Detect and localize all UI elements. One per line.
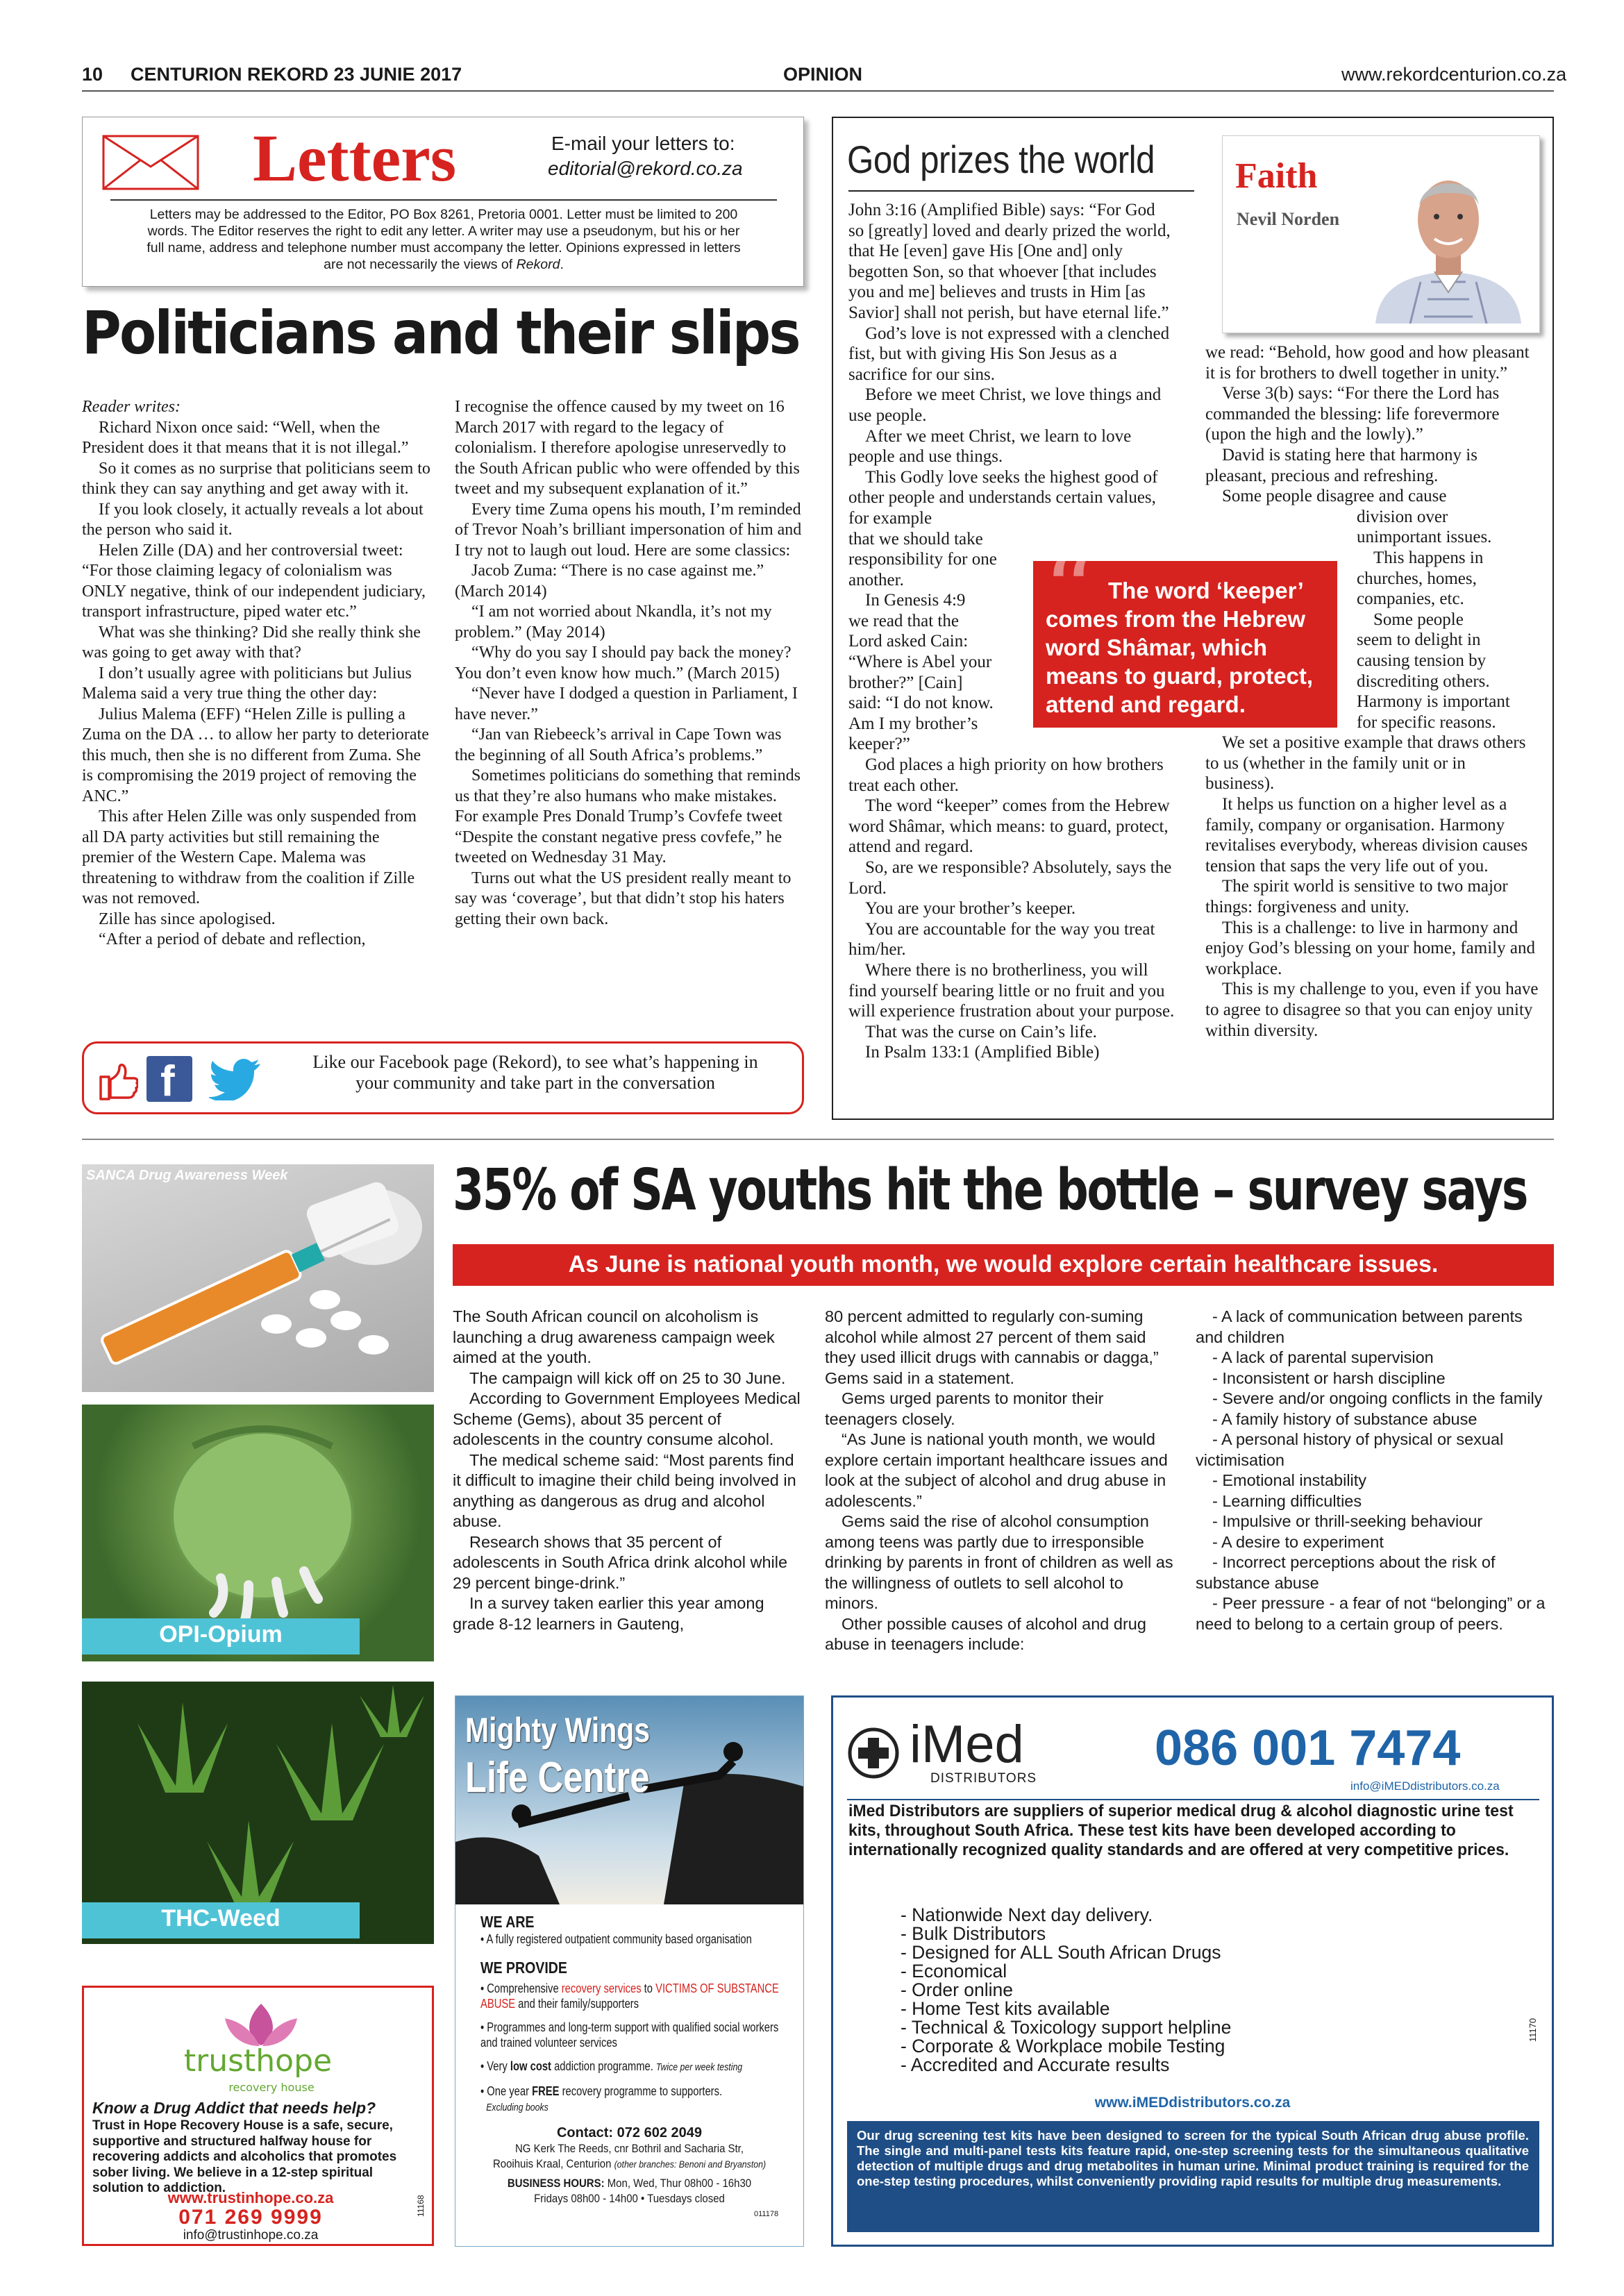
faith-col1: John 3:16 (Amplified Bible) says: “For God so [greatly] loved and dearly prized the world, that He [even] gave His [One and] only begotten Son, so that whoever [that includes you and me] believes and trusts in Him [as Savior] shall not perish, but have eternal life.” God’s love is not expressed with a clenched fist, but with giving His Son Jesus as a sacrifice for our sins. Before we meet Christ, we love things and use people. After we meet Christ, we learn to love people and use things. This Godly love seeks the highest good of other people and understands certain values, for example that we should take responsibility for one another. In Genesis 4:9 we read that the Lord asked Cain: “Where is Abel your brother?” [Cain] said: “I do not know. Am I my brother’s keeper?” God places a high priority on how brothers treat each other. The word “keeper” comes from the Hebrew word Shâmar, which means: to guard, protect, attend and regard. So, are we responsible? Absolutely, says the Lord. You are your brother’s keeper. You are accountable for the way you treat him/her. Where there is no brotherliness, you will find yourself bearing little or no fruit and you will experience frustration about your purpose. That was the curse on Cain’s life. In Psalm 133:1 (Amplified Bible) <box>848 201 1175 1062</box>
weed-label: THC-Weed <box>161 1905 281 1932</box>
twitter-bird-icon[interactable] <box>209 1059 262 1100</box>
email-address[interactable]: editorial@rekord.co.za <box>548 158 743 179</box>
imed-logo: iMed <box>910 1715 1024 1774</box>
opium-photo <box>82 1405 434 1661</box>
thumbs-up-icon <box>97 1057 138 1102</box>
mighty-wings-ad[interactable]: Mighty Wings Life Centre WE ARE • A fully registered outpatient community based organisation WE PROVIDE • Comprehensive recovery services to VICTIMS OF SUBSTANCE ABUSE and their family/supporters • Programmes and long-term support with qualified social workers and trained volunteer services • Very low cost addiction programme. Twice per week testing • One year FREE recovery programme to supporters. Excluding books Contact: 072 602 2049 NG Kerk The Reeds, cnr Bothril and Sacharia Str, Rooihuis Kraal, Centurion (other branches: Benoni and Bryanston) BUSINESS HOURS: Mon, Wed, Thur 08h00 - 16h30 Fridays 08h00 - 14h00 • Tuesdays closed 011178 <box>455 1695 804 2247</box>
section-label: OPINION <box>783 64 863 85</box>
trust-hope-ad[interactable]: trusthope recovery house Know a Drug Addict that needs help? Trust in Hope Recovery House is a safe, secure, supportive and structured halfway house for recovering addicts and alcoholics that promotes sober living. We believe in a 12-step spiritual solution to addiction. www.trustinhope.co.za 071 269 9999 info@trustinhope.co.za 11168 <box>82 1986 434 2246</box>
letters-box <box>82 117 804 287</box>
youth-col3: - A lack of communication between parents and children - A lack of parental supervision - Inconsistent or harsh discipline - Severe and/or ongoing conflicts in the family - A family history of substance abuse - A personal history of physical or sexual victimisation - Emotional instability - Learning difficulties - Impulsive or thrill-seeking behaviour - A desire to experiment - Incorrect perceptions about the risk of substance abuse - Peer pressure - a fear of not “belonging” or a need to belong to a certain group of peers. <box>1196 1307 1546 1633</box>
imed-url[interactable]: www.iMEDdistributors.co.za <box>1094 2095 1291 2111</box>
facebook-icon[interactable]: f <box>147 1056 192 1102</box>
site-url[interactable]: www.rekordcenturion.co.za <box>1341 64 1567 85</box>
weed-photo <box>82 1682 434 1944</box>
sanca-label: SANCA Drug Awareness Week <box>86 1168 288 1183</box>
youth-col1: The South African council on alcoholism is launching a drug awareness campaign week aimed at the youth. The campaign will kick off on 25 to 30 June. According to Government Employees Medical Scheme (Gems), about 35 percent of adolescents in the country consume alcohol. The medical scheme said: “Most parents find it difficult to imagine their child being involved in anything as dangerous as drug and alcohol abuse. Research shows that 35 percent of adolescents in South Africa drink alcohol while 29 percent binge-drink.” In a survey taken earlier this year among grade 8-12 learners in Gauteng, <box>453 1307 801 1633</box>
mighty-we-are: WE ARE <box>480 1913 535 1931</box>
facebook-strip[interactable] <box>82 1041 804 1114</box>
page-number: 10 <box>82 64 103 85</box>
mighty-provide-list: • Comprehensive recovery services to VICTIMS OF SUBSTANCE ABUSE and their family/supporters • Programmes and long-term support with qualified social workers and trained volunteer services • Very low cost addiction programme. Twice per week testing • One year FREE recovery programme to supporters. Excluding books <box>480 1981 779 2113</box>
imed-ad[interactable]: iMed DISTRIBUTORS 086 001 7474 info@iMEDdistributors.co.za iMed Distributors are suppliers of superior medical drug & alcohol diagnostic urine test kits, throughout South Africa. These test kits have been developed according to internationally recognized quality standards and are offered at very competitive prices. - Nationwide Next day delivery. - Bulk Distributors - Designed for ALL South African Drugs - Economical - Order online - Home Test kits available - Technical & Toxicology support helpline - Corporate & Workplace mobile Testing - Accredited and Accurate results 11170 www.iMEDdistributors.co.za Our drug screening test kits have been designed to screen for the typical South African drug abuse profile. The single and multi-panel tests kits feature rapid, one-step screening tests for the simultaneous qualitative detection of multiple drugs and drug metabolites in human urine. Minimal product training is required for the one-step testing procedures, whilst conveniently providing rapid results for multiple drug measurements. <box>831 1695 1554 2247</box>
mighty-we-provide: WE PROVIDE <box>480 1959 567 1977</box>
youth-banner: As June is national youth month, we would explore certain healthcare issues. <box>453 1244 1554 1286</box>
trust-email[interactable]: info@trustinhope.co.za <box>183 2228 319 2243</box>
email-label: E-mail your letters to: <box>551 133 735 154</box>
trust-url[interactable]: www.trustinhope.co.za <box>167 2189 334 2206</box>
faith-headline: God prizes the world <box>847 137 1155 181</box>
letters-title: Letters <box>253 121 457 195</box>
trust-body: Trust in Hope Recovery House is a safe, secure, supportive and structured halfway house for recovering addicts and alcoholics that promotes sober living. We believe in a 12-step spiritual solution to addiction. <box>92 2118 397 2195</box>
faith-col2: we read: “Behold, how good and how pleasant it is for brothers to dwell together in unity.” Verse 3(b) says: “For there the Lord has commanded the blessing: life forevermore (upon the high and the lowly).” David is stating here that harmony is pleasant, precious and refreshing. Some people disagree and cause division over unimportant issues. This happens in churches, homes, companies, etc. Some people seem to delight in causing tension by discrediting others. Harmony is important for specific reasons. We set a positive example that draws others to us (whether in the family unit or in business). It helps us function on a higher level as a family, company or organisation. Harmony revitalises everybody, whereas division causes tension that saps the very life out of you. The spirit world is sensitive to two major things: forgiveness and unity. This is a challenge: to live in harmony and enjoy God’s blessing on your home, family and workplace. This is my challenge to you, even if you have to agree to disagree so that you can enjoy unity within diversity. <box>1205 343 1539 1040</box>
trust-heading: Know a Drug Addict that needs help? <box>92 2099 376 2117</box>
letters-notice: Letters may be addressed to the Editor, PO Box 8261, Pretoria 0001. Letter must be limited to 200 words. The Editor reserves the right to edit any letter. A writer may use a pseudonym, but his or her full name, address and telephone number must accompany the letter. Opinions expressed in letters are not necessarily the views of Rekord. <box>147 207 741 272</box>
youth-headline: 35% of SA youths hit the bottle – survey says <box>453 1157 1527 1223</box>
mighty-contact[interactable]: Contact: 072 602 2049 <box>556 2125 702 2140</box>
faith-label: Faith <box>1235 156 1318 196</box>
faith-author: Nevil Norden <box>1237 209 1340 229</box>
politicians-col1: Reader writes: Richard Nixon once said: “Well, when the President does it that means that it is not illegal.” So it comes as no surprise that politicians seem to think they can say anything and get away with it. If you look closely, it actually reveals a lot about the person who said it. Helen Zille (DA) and her controversial tweet: “For those claiming legacy of colonialism was ONLY negative, think of our independent judiciary, transport infrastructure, piped water etc.” What was she thinking? Did she really think she was going to get away with that? I don’t usually agree with politicians but Julius Malema said a very true thing the other day: Julius Malema (EFF) “Helen Zille is pulling a Zuma on the DA … to allow her party to deteriorate this much, then she is no different from Zuma. She is compromising the 2019 project of removing the ANC.” This after Helen Zille was only suspended from all DA party activities but still remaining the premier of the Western Cape. Malema was threatening to withdraw from the coalition if Zille was not removed. Zille has since apologised. “After a period of debate and reflection, <box>82 398 430 948</box>
faith-author-box <box>1222 135 1540 333</box>
politicians-col2: I recognise the offence caused by my tweet on 16 March 2017 with regard to the legacy of colonialism. I therefore apologise unreservedly to the South African public who were offended by this tweet and my subsequent explanation of it.” Every time Zuma opens his mouth, I’m reminded of Trevor Noah’s brilliant impersonation of him and I try not to laugh out loud. Here are some classics: Jacob Zuma: “There is no case against me.” (March 2014) “I am not worried about Nkandla, it’s not my problem.” (May 2014) “Why do you say I should pay back the money? You don’t even know how much.” (March 2015) “Never have I dodged a question in Parliament, I have never.” “Jan van Riebeeck’s arrival in Cape Town was the beginning of all South Africa’s problems.” Sometimes politicians do something that reminds us that they’re also humans who make mistakes. For example Pres Donald Trump’s Covfefe tweet “Despite the constant negative press covfefe,” he tweeted on Wednesday 31 May. Turns out what the US president really meant to say was ‘coverage’, but that didn’t stop his haters getting their own back. <box>455 398 802 928</box>
trust-logo-text: trusthope <box>183 2043 333 2079</box>
opium-label: OPI-Opium <box>159 1621 283 1648</box>
syringe-photo <box>82 1164 434 1392</box>
imed-features: - Nationwide Next day delivery. - Bulk Distributors - Designed for ALL South African Drugs - Economical - Order online - Home Test kits available - Technical & Toxicology support helpline - Corporate & Workplace mobile Testing - Accredited and Accurate results <box>901 1904 1232 2075</box>
lotus-logo-icon <box>219 2000 303 2049</box>
youth-col2: 80 percent admitted to regularly con-suming alcohol while almost 27 percent of them said they used illicit drugs with cannabis or dagga,” Gems said in a statement. Gems urged parents to monitor their teenagers closely. “As June is national youth month, we would explore certain important healthcare issues and look at the subject of alcohol and drug abuse in adolescents.” Gems said the rise of alcohol consumption among teens was partly due to irresponsible drinking by parents in front of children as well as the willingness of outlets to sell alcohol to minors. Other possible causes of alcohol and drug abuse in teenagers include: <box>825 1307 1173 1653</box>
imed-phone[interactable]: 086 001 7474 <box>1155 1720 1461 1776</box>
faith-pullquote: “ The word ‘keeper’ comes from the Hebrew word Shâmar, which means to guard, protect, attend and regard. <box>1033 561 1337 728</box>
mighty-title-1: Mighty Wings <box>465 1711 651 1750</box>
imed-intro: iMed Distributors are suppliers of superior medical drug & alcohol diagnostic urine test kits, throughout South Africa. These test kits have been developed according to internationally recognized quality standards and are offered at very competitive prices. <box>848 1802 1514 1859</box>
envelope-icon <box>102 135 199 190</box>
politicians-headline: Politicians and their slips <box>82 299 799 368</box>
trust-phone[interactable]: 071 269 9999 <box>178 2206 323 2229</box>
author-photo <box>1368 150 1528 324</box>
paper-dateline: CENTURION REKORD 23 JUNIE 2017 <box>131 64 462 85</box>
facebook-text: Like our Facebook page (Rekord), to see what’s happening in your community and take part in the conversation <box>312 1052 758 1093</box>
imed-footer: Our drug screening test kits have been designed to screen for the typical South African drug abuse profile. The single and multi-panel tests kits feature rapid, one-step screening tests for the simultaneous qualitative detection of multiple drugs and drug metabolites in human urine. Minimal product training is required for the one-step testing procedures, whilst conveniently providing rapid results for multiple drug measurements. <box>847 2121 1539 2232</box>
mighty-title-2: Life Centre <box>465 1754 650 1802</box>
medical-cross-icon <box>847 1727 900 1779</box>
imed-email[interactable]: info@iMEDdistributors.co.za <box>1350 1779 1500 1793</box>
